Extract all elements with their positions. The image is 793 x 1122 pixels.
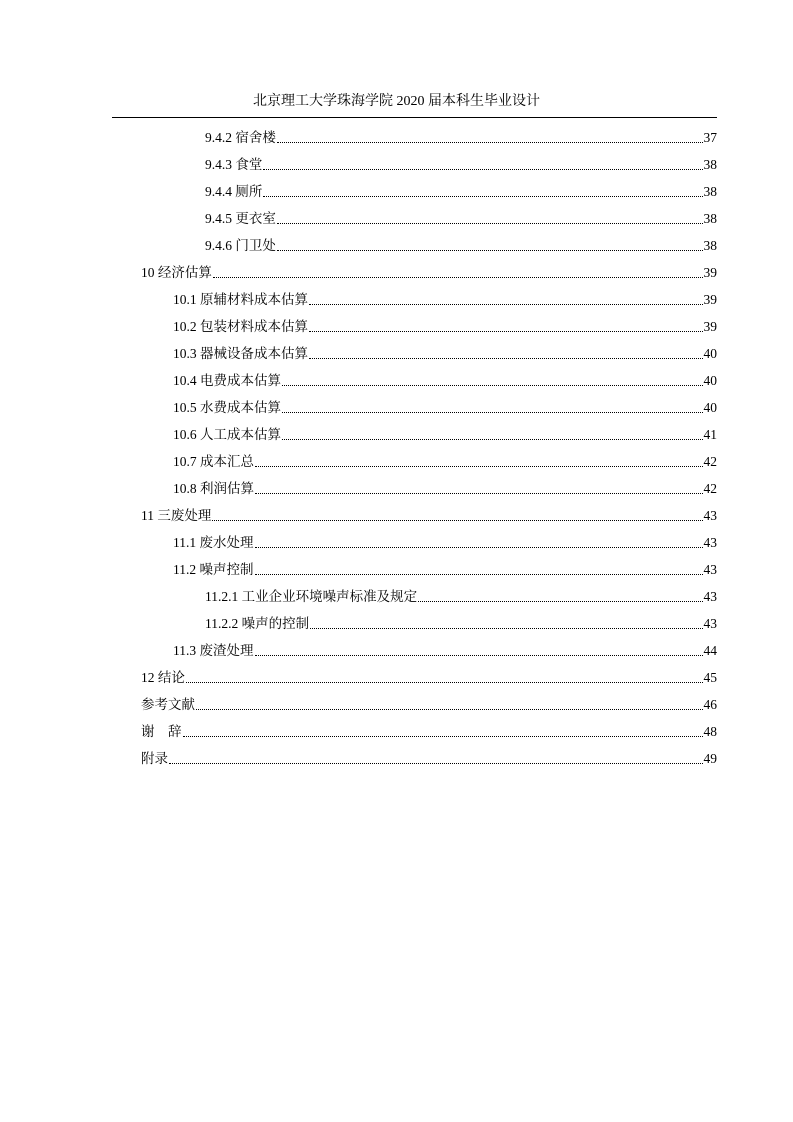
toc-leader-dots — [309, 304, 703, 305]
toc-leader-dots — [418, 601, 702, 602]
toc-entry-label: 10.1 原辅材料成本估算 — [173, 292, 308, 307]
toc-entry-page: 49 — [703, 751, 717, 766]
toc-entry-page: 38 — [703, 184, 717, 199]
toc-entry-label: 11.2.2 噪声的控制 — [205, 616, 310, 631]
toc-entry-page: 38 — [703, 211, 717, 226]
toc-entry-label: 12 结论 — [141, 670, 185, 685]
toc-entry[interactable] — [173, 364, 717, 390]
toc-entry-label: 11 三废处理 — [141, 508, 212, 523]
toc-entry[interactable] — [173, 418, 717, 444]
toc-entry-label: 谢 辞 — [141, 724, 182, 739]
toc-entry-label: 11.2 噪声控制 — [173, 562, 254, 577]
toc-entry[interactable] — [173, 337, 717, 363]
toc-entry-page: 40 — [703, 373, 717, 388]
toc-entry[interactable] — [205, 202, 717, 228]
toc-leader-dots — [277, 250, 703, 251]
toc-entry[interactable] — [141, 742, 717, 768]
toc-entry[interactable] — [173, 391, 717, 417]
toc-entry-page: 40 — [703, 346, 717, 361]
toc-entry-page: 38 — [703, 157, 717, 172]
toc-leader-dots — [277, 142, 703, 143]
toc-entry[interactable] — [205, 580, 717, 606]
toc-entry-label: 10.6 人工成本估算 — [173, 427, 281, 442]
toc-entry[interactable] — [205, 121, 717, 147]
toc-entry[interactable] — [173, 553, 717, 579]
toc-entry[interactable] — [205, 229, 717, 255]
toc-leader-dots — [282, 439, 703, 440]
toc-leader-dots — [255, 493, 703, 494]
toc-leader-dots — [310, 628, 702, 629]
toc-entry-label: 11.3 废渣处理 — [173, 643, 254, 658]
toc-leader-dots — [255, 547, 703, 548]
toc-entry[interactable] — [205, 148, 717, 174]
toc-entry-label: 10.5 水费成本估算 — [173, 400, 281, 415]
header-rule — [112, 117, 717, 118]
toc-entry-page: 43 — [703, 535, 717, 550]
toc-leader-dots — [255, 655, 703, 656]
toc-entry-page: 42 — [703, 481, 717, 496]
toc-leader-dots — [263, 169, 702, 170]
toc-leader-dots — [186, 682, 703, 683]
toc-entry-label: 10.3 器械设备成本估算 — [173, 346, 308, 361]
toc-entry-label: 10.2 包装材料成本估算 — [173, 319, 308, 334]
toc-entry-page: 39 — [703, 319, 717, 334]
toc-entry-label: 10.8 利润估算 — [173, 481, 254, 496]
toc-entry-page: 45 — [703, 670, 717, 685]
toc-entry[interactable] — [173, 283, 717, 309]
toc-leader-dots — [255, 574, 703, 575]
toc-leader-dots — [169, 763, 703, 764]
toc-entry[interactable] — [141, 499, 717, 525]
toc-leader-dots — [212, 520, 702, 521]
toc-entry[interactable] — [205, 175, 717, 201]
toc-leader-dots — [309, 331, 703, 332]
toc-entry-label: 参考文献 — [141, 697, 195, 712]
toc-entry-page: 43 — [703, 616, 717, 631]
toc-entry-label: 9.4.6 门卫处 — [205, 238, 276, 253]
toc-entry-page: 42 — [703, 454, 717, 469]
toc-entry-page: 38 — [703, 238, 717, 253]
header-title: 北京理工大学珠海学院 2020 届本科生毕业设计 — [253, 94, 540, 109]
toc-entry[interactable] — [173, 526, 717, 552]
toc-entry[interactable] — [141, 715, 717, 741]
toc-entry-page: 43 — [703, 508, 717, 523]
toc-entry-page: 39 — [703, 265, 717, 280]
toc-entry-page: 43 — [703, 589, 717, 604]
toc-entry-page: 37 — [703, 130, 717, 145]
toc-entry-page: 40 — [703, 400, 717, 415]
toc-entry-page: 44 — [703, 643, 717, 658]
toc-entry[interactable] — [205, 607, 717, 633]
toc-entry-label: 10.4 电费成本估算 — [173, 373, 281, 388]
toc-entry[interactable] — [141, 661, 717, 687]
toc-leader-dots — [309, 358, 703, 359]
toc-entry[interactable] — [173, 634, 717, 660]
toc-entry-label: 11.2.1 工业企业环境噪声标准及规定 — [205, 589, 418, 604]
toc-leader-dots — [277, 223, 703, 224]
toc-entry-page: 48 — [703, 724, 717, 739]
toc-entry-label: 9.4.4 厕所 — [205, 184, 263, 199]
toc-entry-page: 46 — [703, 697, 717, 712]
toc-entry[interactable] — [141, 256, 717, 282]
toc-entry-label: 9.4.5 更衣室 — [205, 211, 276, 226]
toc-entry[interactable] — [173, 445, 717, 471]
toc-entry[interactable] — [173, 472, 717, 498]
toc-entry-label: 9.4.2 宿舍楼 — [205, 130, 276, 145]
toc-leader-dots — [213, 277, 703, 278]
toc-leader-dots — [282, 385, 703, 386]
toc-leader-dots — [196, 709, 703, 710]
toc-entry-label: 9.4.3 食堂 — [205, 157, 263, 172]
toc-leader-dots — [263, 196, 702, 197]
toc-entry[interactable] — [141, 688, 717, 714]
toc-entry-page: 41 — [703, 427, 717, 442]
toc-entry-page: 43 — [703, 562, 717, 577]
toc-entry-label: 11.1 废水处理 — [173, 535, 254, 550]
toc-entry-label: 10 经济估算 — [141, 265, 212, 280]
toc-entry[interactable] — [173, 310, 717, 336]
page-header — [0, 93, 793, 111]
toc-entry-label: 10.7 成本汇总 — [173, 454, 254, 469]
toc-entry-label: 附录 — [141, 751, 168, 766]
toc-entry-page: 39 — [703, 292, 717, 307]
toc-leader-dots — [282, 412, 703, 413]
toc-leader-dots — [255, 466, 703, 467]
toc-leader-dots — [183, 736, 703, 737]
